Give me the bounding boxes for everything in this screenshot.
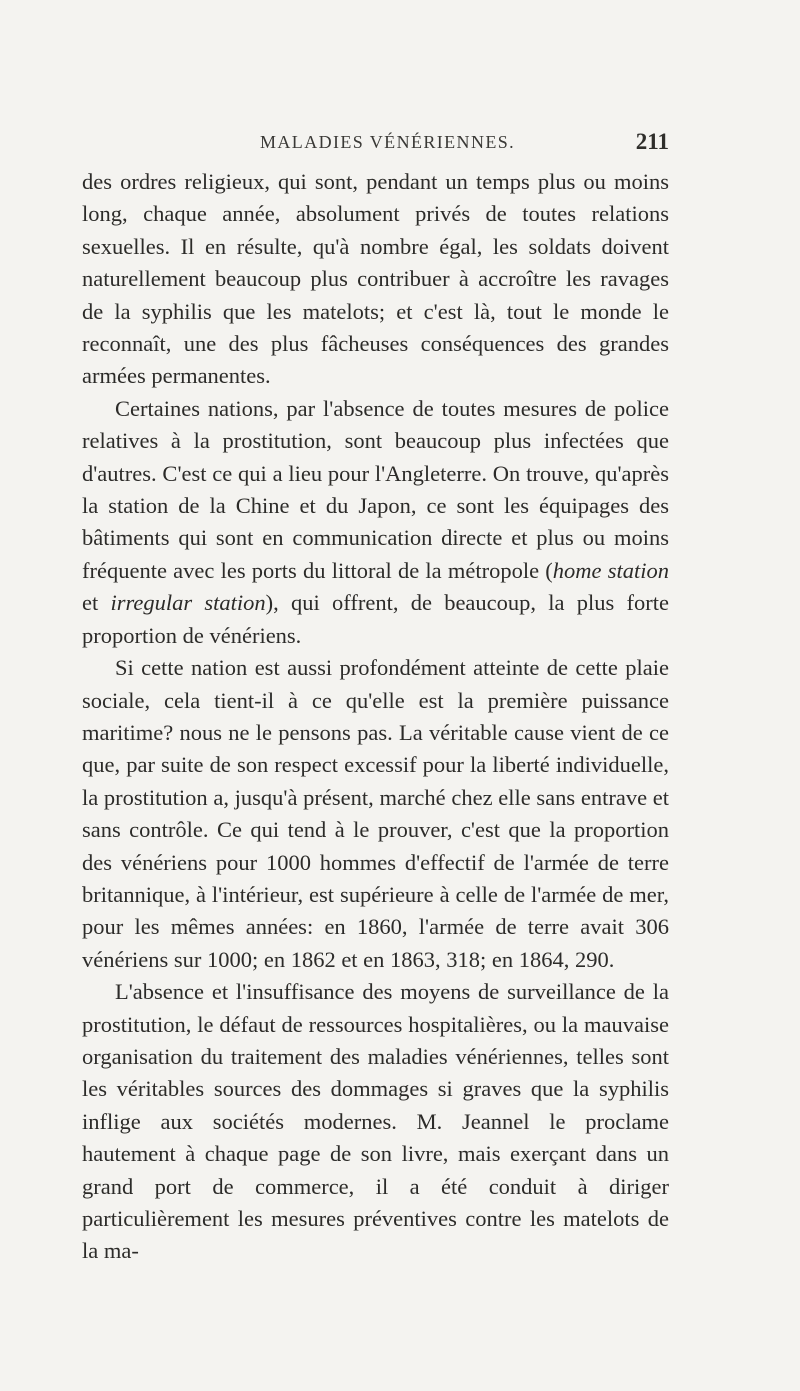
paragraph-2-after: ), qui offrent, de beaucoup, la plus forte proportion de vénériens. xyxy=(82,590,669,648)
body-text xyxy=(82,166,669,1268)
italic-irregular-station: irregular station xyxy=(110,590,266,616)
italic-home-station: home station xyxy=(552,557,669,583)
paragraph-2-middle: et xyxy=(82,590,111,616)
paragraph-2-before: Certaines nations, par l'absence de toutes mesures de police relatives à la prostitution, sont beaucoup plus infectées que d'autres. C'est ce qui a lieu pour l'Angleterre. On trouve, qu'après la station de la Chine et du Japon, ce sont les équipages des bâtiments qui sont en communication directe et plus ou moins fréquente avec les ports du littoral de la métropole ( xyxy=(82,395,669,583)
paragraph-1: des ordres religieux, qui sont, pendant un temps plus ou moins long, chaque année, absolument privés de toutes relations sexuelles. Il en résulte, qu'à nombre égal, les soldats doivent naturellement beaucoup plus contribuer à accroître les ravages de la syphilis que les matelots; et c'est là, tout le monde le reconnaît, une des plus fâcheuses conséquences des grandes armées permanentes. xyxy=(82,169,669,389)
paragraph-3: Si cette nation est aussi profondément atteinte de cette plaie sociale, cela tient-il à ce qu'elle est la première puissance maritime? nous ne le pensons pas. La véritable cause vient de ce que, par suite de son respect excessif pour la liberté individuelle, la prostitution a, jusqu'à présent, marché chez elle sans entrave et sans contrôle. Ce qui tend à le prouver, c'est que la proportion des vénériens pour 1000 hommes d'effectif de l'armée de terre britannique, à l'intérieur, est supérieure à celle de l'armée de mer, pour les mêmes années: en 1860, l'armée de terre avait 306 vénériens sur 1000; en 1862 et en 1863, 318; en 1864, 290. xyxy=(82,655,669,972)
paragraph-4: L'absence et l'insuffisance des moyens de surveillance de la prostitution, le défaut de ressources hospitalières, ou la mauvaise organisation du traitement des maladies vénériennes, telles sont les véritables sources des dommages si graves que la syphilis inflige aux sociétés modernes. M. Jeannel le proclame hautement à chaque page de son livre, mais exerçant dans un grand port de commerce, il a été conduit à diriger particulièrement les mesures préventives contre les matelots de la ma- xyxy=(82,979,669,1264)
running-title: MALADIES VÉNÉRIENNES. xyxy=(260,132,516,152)
page-header xyxy=(82,129,669,162)
page-number: 211 xyxy=(635,129,669,154)
paragraph-2 xyxy=(82,393,669,652)
